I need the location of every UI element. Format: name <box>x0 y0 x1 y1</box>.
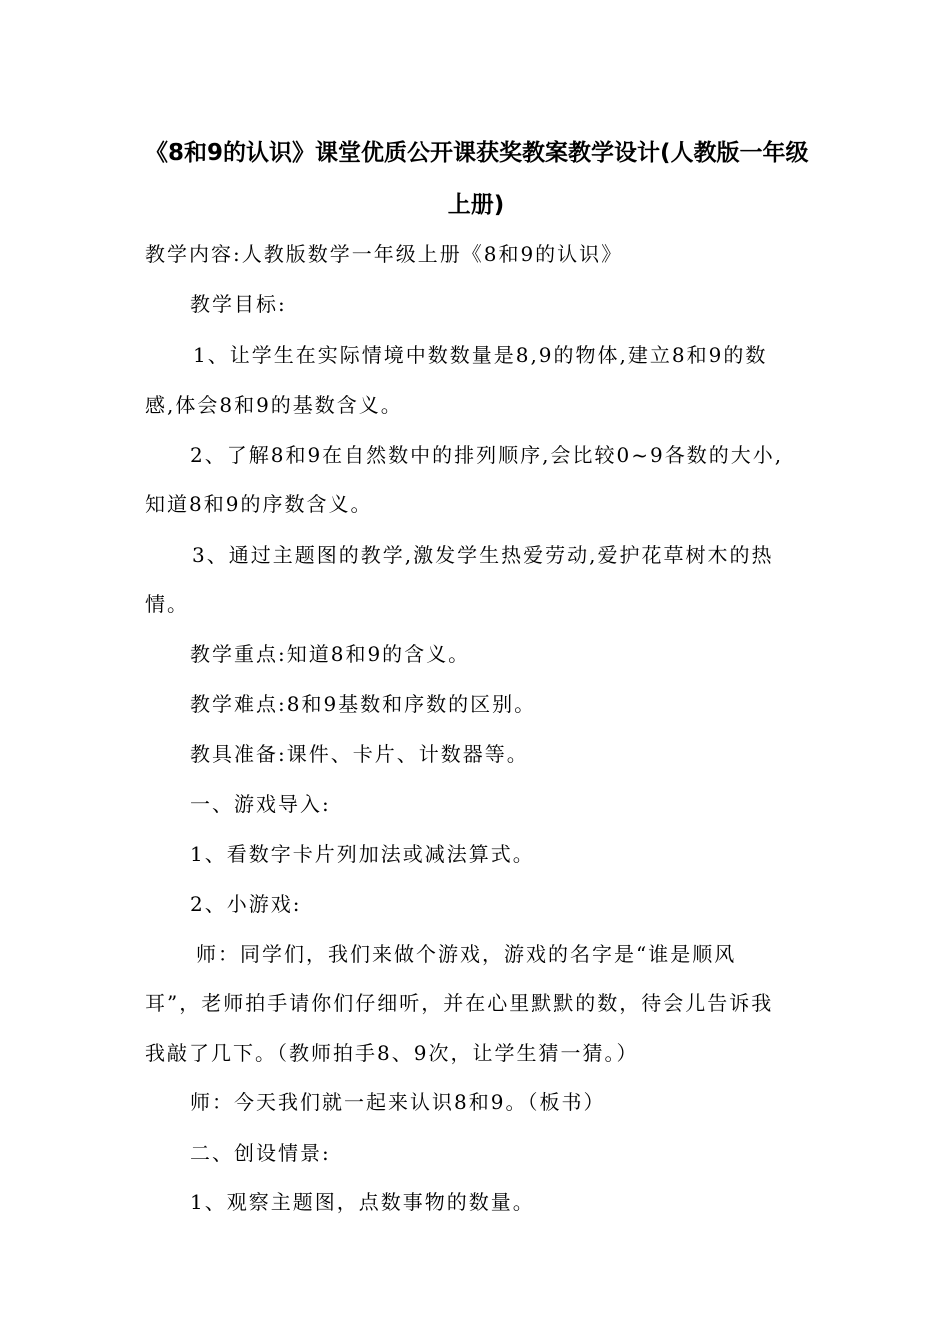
document-title-line-1: 《8和9的认识》课堂优质公开课获奖教案教学设计(人教版一年级 <box>145 140 809 166</box>
section-2-heading: 二、创设情景: <box>190 1141 331 1165</box>
goal-1-line-1: 1、让学生在实际情境中数数量是8,9的物体,建立8和9的数 <box>193 343 768 367</box>
teacher-dialogue-line-1: 师：同学们，我们来做个游戏，游戏的名字是“谁是顺风 <box>196 942 737 966</box>
teaching-aids: 教具准备:课件、卡片、计数器等。 <box>190 742 529 766</box>
goal-2-line-2: 知道8和9的序数含义。 <box>145 492 373 516</box>
section-1-heading: 一、游戏导入: <box>190 792 331 816</box>
teaching-goals-heading: 教学目标: <box>190 292 287 316</box>
goal-2-line-1: 2、了解8和9在自然数中的排列顺序,会比较0~9各数的大小, <box>190 443 784 467</box>
section-2-item-1: 1、观察主题图，点数事物的数量。 <box>190 1190 535 1214</box>
goal-3-line-1: 3、通过主题图的教学,激发学生热爱劳动,爱护花草树木的热 <box>192 543 774 567</box>
document-title-line-2: 上册) <box>447 192 505 218</box>
teaching-key-point: 教学重点:知道8和9的含义。 <box>190 642 471 666</box>
teaching-difficulty: 教学难点:8和9基数和序数的区别。 <box>190 692 537 716</box>
section-1-item-2: 2、小游戏: <box>190 892 302 916</box>
teacher-dialogue-line-4: 师：今天我们就一起来认识8和9。（板书） <box>190 1090 606 1114</box>
teacher-dialogue-line-2: 耳”，老师拍手请你们仔细听，并在心里默默的数，待会儿告诉我 <box>145 991 774 1015</box>
teacher-dialogue-line-3: 我敲了几下。（教师拍手8、9次，让学生猜一猜。） <box>145 1041 639 1065</box>
goal-3-line-2: 情。 <box>145 592 189 616</box>
goal-1-line-2: 感,体会8和9的基数含义。 <box>145 393 403 417</box>
section-1-item-1: 1、看数字卡片列加法或减法算式。 <box>190 842 535 866</box>
teaching-content: 教学内容:人教版数学一年级上册《8和9的认识》 <box>145 242 624 266</box>
